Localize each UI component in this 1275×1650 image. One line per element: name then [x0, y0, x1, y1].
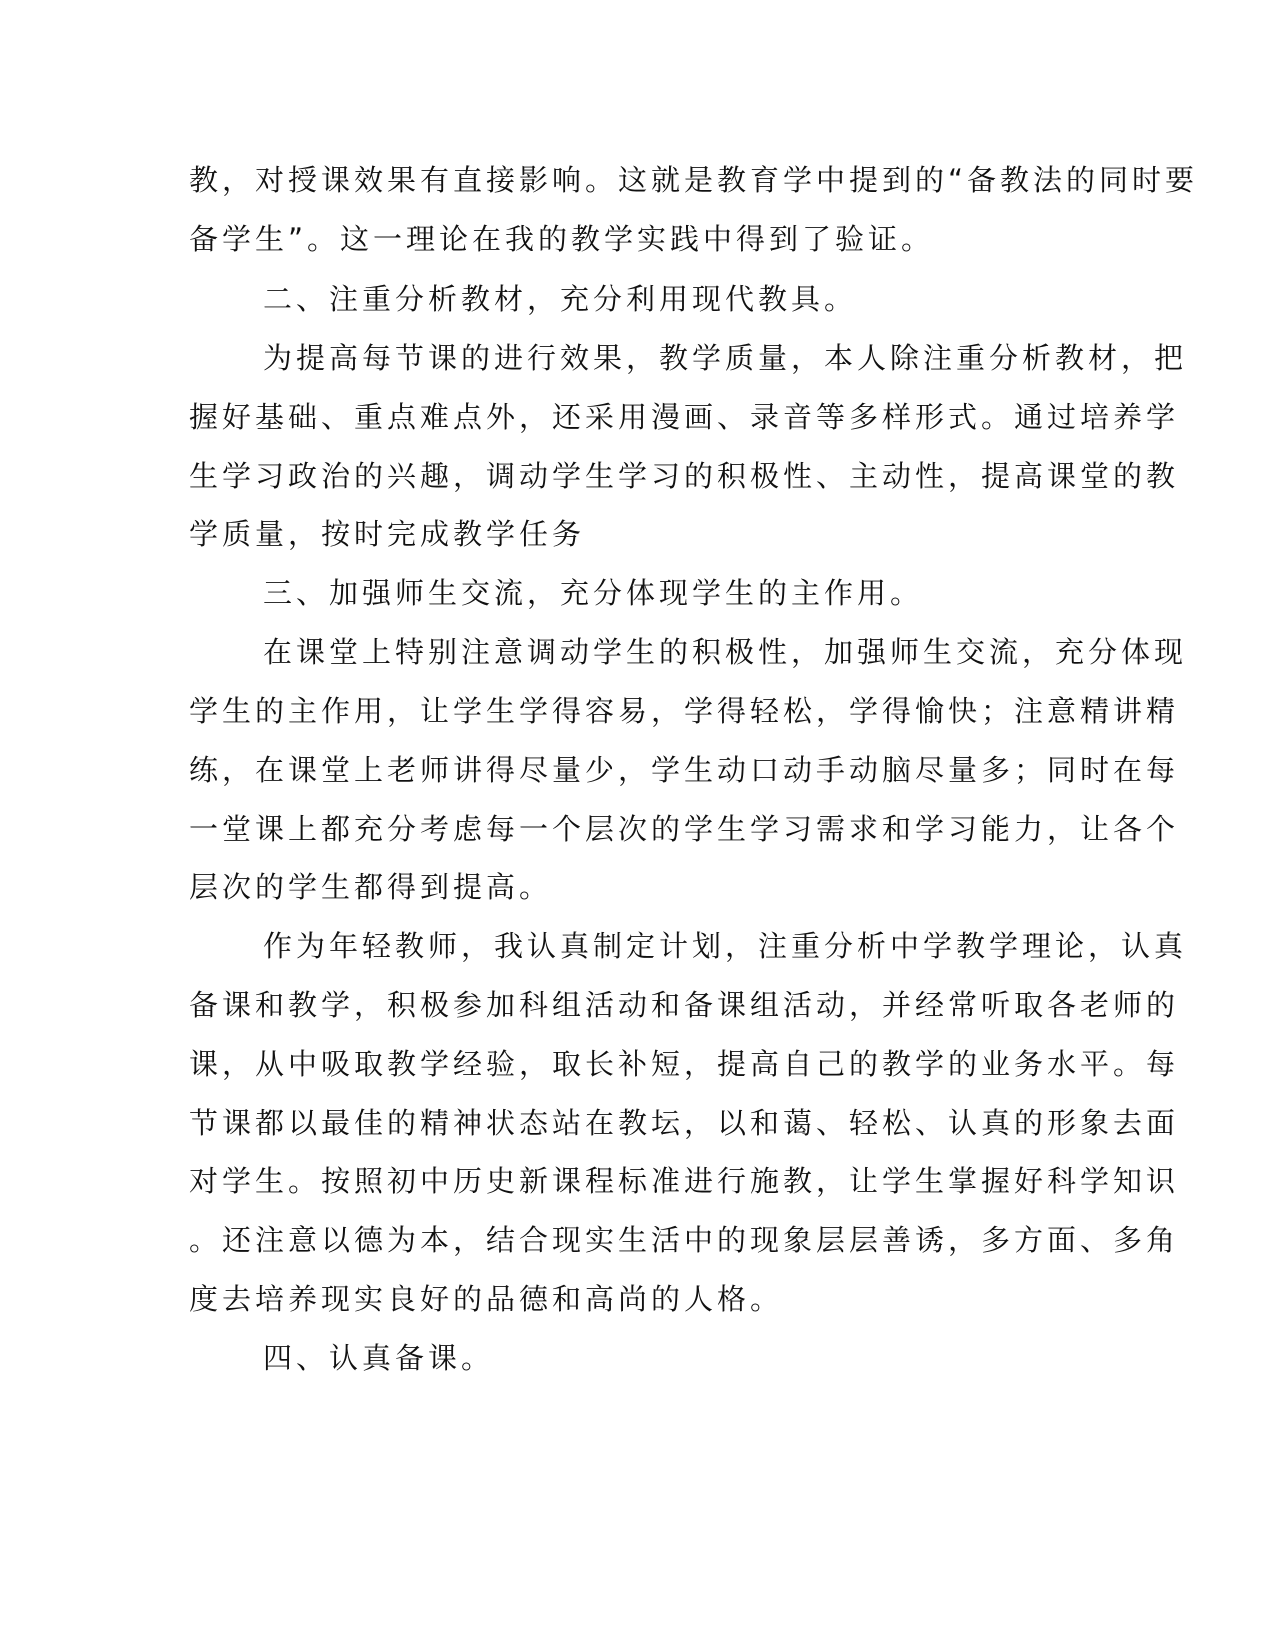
section-heading: 四、认真备课。 [263, 1341, 495, 1375]
text-line: 握好基础、重点难点外，还采用漫画、录音等多样形式。通过培养学 [189, 400, 1180, 434]
text-line: 在课堂上特别注意调动学生的积极性，加强师生交流，充分体现 [263, 635, 1188, 669]
text-line: 层次的学生都得到提高。 [189, 870, 553, 904]
text-line: 课，从中吸取教学经验，取长补短，提高自己的教学的业务水平。每 [189, 1047, 1180, 1081]
text-line: 学生的主作用，让学生学得容易，学得轻松，学得愉快；注意精讲精 [189, 694, 1180, 728]
text-line: 度去培养现实良好的品德和高尚的人格。 [189, 1282, 784, 1316]
text-line: 对学生。按照初中历史新课程标准进行施教，让学生掌握好科学知识 [189, 1164, 1180, 1198]
text-line: 备学生”。这一理论在我的教学实践中得到了验证。 [189, 222, 935, 256]
text-line: 练，在课堂上老师讲得尽量少，学生动口动手动脑尽量多；同时在每 [189, 753, 1180, 787]
text-line: 作为年轻教师，我认真制定计划，注重分析中学教学理论，认真 [263, 929, 1188, 963]
text-line: 一堂课上都充分考虑每一个层次的学生学习需求和学习能力，让各个 [189, 812, 1180, 846]
section-heading: 二、注重分析教材，充分利用现代教具。 [263, 282, 858, 316]
text-line: 。还注意以德为本，结合现实生活中的现象层层善诱，多方面、多角 [189, 1223, 1180, 1257]
text-line: 为提高每节课的进行效果，教学质量，本人除注重分析教材，把 [263, 341, 1188, 375]
text-line: 学质量，按时完成教学任务 [189, 517, 586, 551]
text-line: 备课和教学，积极参加科组活动和备课组活动，并经常听取各老师的 [189, 988, 1180, 1022]
text-line: 教，对授课效果有直接影响。这就是教育学中提到的“备教法的同时要 [189, 163, 1199, 197]
text-line: 节课都以最佳的精神状态站在教坛，以和蔼、轻松、认真的形象去面 [189, 1106, 1180, 1140]
section-heading: 三、加强师生交流，充分体现学生的主作用。 [263, 576, 924, 610]
text-line: 生学习政治的兴趣，调动学生学习的积极性、主动性，提高课堂的教 [189, 459, 1180, 493]
